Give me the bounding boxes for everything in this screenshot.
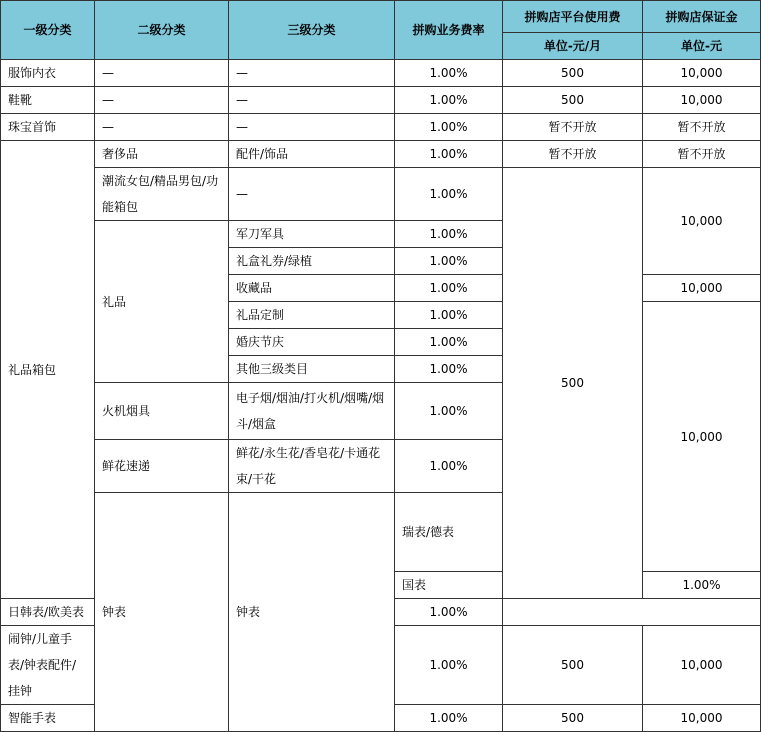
level3-cell: — [229, 114, 395, 141]
level3-cell: — [229, 168, 395, 221]
deposit-cell: 暂不开放 [643, 141, 761, 168]
rate-cell: 1.00% [395, 329, 503, 356]
level1-cell: 鞋靴 [1, 87, 95, 114]
header-deposit: 拼购店保证金 [643, 1, 761, 33]
level1-cell: 珠宝首饰 [1, 114, 95, 141]
level3-cell: 日韩表/欧美表 [1, 599, 95, 626]
header-level2: 二级分类 [95, 1, 229, 60]
level3-cell: 鲜花/永生花/香皂花/卡通花束/干花 [229, 440, 395, 493]
level1-cell: 礼品箱包 [1, 141, 95, 599]
rate-cell: 1.00% [395, 60, 503, 87]
fee-cell: 500 [503, 60, 643, 87]
level3-cell: 配件/饰品 [229, 141, 395, 168]
fee-cell: 500 [503, 626, 643, 705]
header-rate: 拼购业务费率 [395, 1, 503, 60]
deposit-cell: 10,000 [643, 87, 761, 114]
rate-cell: 1.00% [395, 275, 503, 302]
level3-cell: 电子烟/烟油/打火机/烟嘴/烟斗/烟盒 [229, 383, 395, 440]
level2-cell: — [95, 114, 229, 141]
rate-cell: 1.00% [395, 141, 503, 168]
rate-cell: 1.00% [395, 626, 503, 705]
level3-cell: — [229, 87, 395, 114]
deposit-cell-merged: 10,000 [643, 168, 761, 275]
deposit-cell-merged: 10,000 [643, 302, 761, 572]
deposit-cell: 10,000 [643, 275, 761, 302]
rate-cell: 1.00% [395, 302, 503, 329]
deposit-cell: 10,000 [643, 60, 761, 87]
table-row [1, 168, 761, 221]
level1-cell: 服饰内衣 [1, 60, 95, 87]
rate-cell: 1.00% [395, 114, 503, 141]
level3-cell: 礼盒礼券/绿植 [229, 248, 395, 275]
table-row [1, 114, 761, 141]
deposit-cell: 暂不开放 [643, 114, 761, 141]
level2-cell: 钟表 [229, 493, 395, 732]
rate-cell: 1.00% [395, 440, 503, 493]
rate-cell: 1.00% [395, 356, 503, 383]
table-row [1, 141, 761, 168]
rate-cell: 1.00% [395, 383, 503, 440]
fee-cell: 500 [503, 87, 643, 114]
level3-cell: 瑞表/德表 [395, 493, 503, 572]
level2-cell: 鲜花速递 [95, 440, 229, 493]
rate-cell: 1.00% [395, 705, 503, 732]
table-row [1, 60, 761, 87]
level3-cell: 收藏品 [229, 275, 395, 302]
level3-cell: 其他三级类目 [229, 356, 395, 383]
header-platform-fee-unit: 单位-元/月 [503, 33, 643, 60]
header-platform-fee: 拼购店平台使用费 [503, 1, 643, 33]
rate-cell: 1.00% [395, 168, 503, 221]
deposit-cell: 10,000 [643, 626, 761, 705]
header-deposit-unit: 单位-元 [643, 33, 761, 60]
fee-cell: 500 [503, 705, 643, 732]
level2-cell: — [95, 60, 229, 87]
table-row [1, 87, 761, 114]
fee-cell-merged: 500 [503, 168, 643, 599]
deposit-cell: 10,000 [643, 705, 761, 732]
fee-cell: 暂不开放 [503, 141, 643, 168]
level2-cell: 火机烟具 [95, 383, 229, 440]
rate-cell: 1.00% [395, 248, 503, 275]
level3-cell: 闹钟/儿童手表/钟表配件/挂钟 [1, 626, 95, 705]
header-level3: 三级分类 [229, 1, 395, 60]
level2-cell: 潮流女包/精品男包/功能箱包 [95, 168, 229, 221]
rate-cell: 1.00% [643, 572, 761, 599]
level3-cell: 智能手表 [1, 705, 95, 732]
level1-cell: 钟表 [95, 493, 229, 732]
rate-cell: 1.00% [395, 221, 503, 248]
level3-cell: 礼品定制 [229, 302, 395, 329]
level3-cell: 国表 [395, 572, 503, 599]
level3-cell: 婚庆节庆 [229, 329, 395, 356]
level3-cell: 军刀军具 [229, 221, 395, 248]
rate-cell: 1.00% [395, 87, 503, 114]
header-level1: 一级分类 [1, 1, 95, 60]
level2-cell: 奢侈品 [95, 141, 229, 168]
level2-cell: — [95, 87, 229, 114]
level3-cell: — [229, 60, 395, 87]
fee-cell: 暂不开放 [503, 114, 643, 141]
rate-cell: 1.00% [395, 599, 503, 626]
level2-cell: 礼品 [95, 221, 229, 383]
